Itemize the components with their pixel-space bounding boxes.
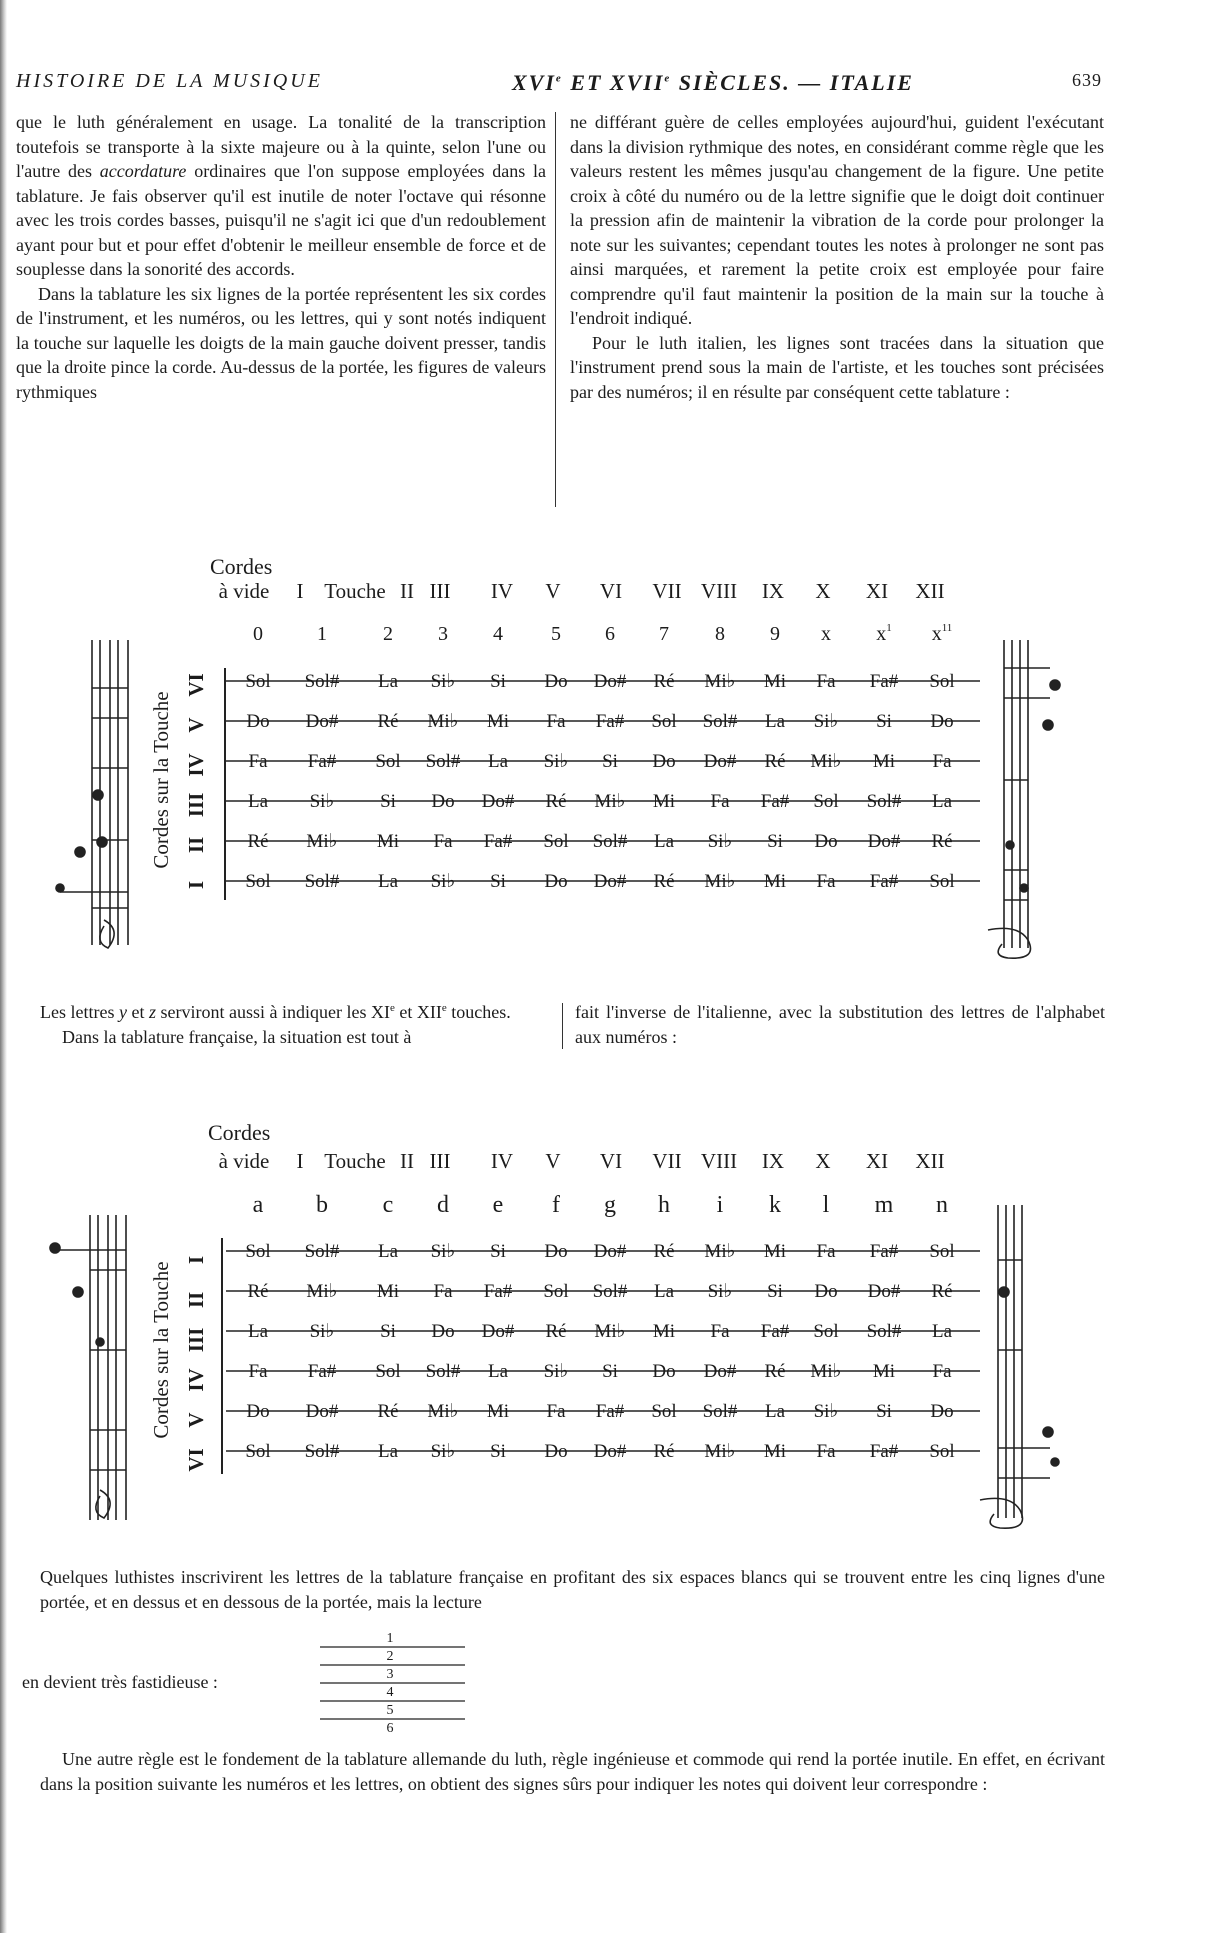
note-label: Mi	[763, 1241, 787, 1262]
note-label: Do#	[593, 1441, 627, 1462]
note-label: Do	[652, 751, 676, 772]
note-label: Mi	[872, 1361, 896, 1382]
note-label: Sol#	[304, 1241, 340, 1262]
staff-space-number: 4	[386, 1685, 394, 1700]
note-label: Sol	[245, 1441, 271, 1462]
fret-header-label: IV	[490, 579, 514, 603]
fret-header-label: XI	[865, 579, 889, 603]
note-label: Do#	[481, 1321, 515, 1342]
note-label: Mi♭	[594, 1321, 626, 1342]
note-label: Do	[930, 711, 954, 732]
fret-symbol: 0	[253, 623, 263, 645]
note-label: Do	[544, 1441, 568, 1462]
string-numeral: II	[184, 836, 208, 854]
note-label: Do#	[867, 831, 901, 852]
cordes-label-2: Cordes	[208, 1120, 271, 1145]
note-label: Ré	[545, 791, 567, 812]
note-label: Sol#	[702, 711, 738, 732]
note-label: Fa#	[595, 711, 625, 732]
note-label: Fa	[710, 791, 730, 812]
fret-header-label: VII	[652, 579, 682, 603]
note-label: Sol#	[702, 1401, 738, 1422]
note-label: Sol#	[866, 791, 902, 812]
note-label: Do	[652, 1361, 676, 1382]
note-label: La	[931, 791, 953, 812]
left-paragraph-2: Dans la tablature les six lignes de la portée représentent les six cordes de l'instrument, et les numéros, ou les lettres, qui y sont notés indiquent la touche sur laquelle les doigts de la main gauche doivent presser, tandis que la droite pince la corde. Au-dessus de la portée, les figures de valeurs rythmiques	[16, 283, 546, 402]
note-label: Ré	[653, 1441, 675, 1462]
note-label: Sol	[929, 1241, 955, 1262]
note-label: Do#	[703, 1361, 737, 1382]
string-numeral: IV	[184, 753, 208, 777]
note-label: Mi♭	[810, 751, 842, 772]
note-label: La	[764, 711, 786, 732]
fret-header-label: II	[400, 1149, 414, 1173]
note-label: Do#	[593, 671, 627, 692]
fret-header-label: IV	[490, 1149, 514, 1173]
note-label: Si	[602, 1361, 618, 1382]
note-label: Sol#	[304, 671, 340, 692]
note-label: Do	[246, 711, 270, 732]
fret-symbol: 6	[605, 623, 615, 645]
note-label: Sol	[245, 1241, 271, 1262]
note-label: Do	[544, 671, 568, 692]
note-label: Do	[930, 1401, 954, 1422]
note-label: Sol	[929, 1441, 955, 1462]
staff-space-number: 3	[386, 1667, 394, 1682]
note-label: Sol#	[304, 871, 340, 892]
note-label: Sol	[929, 671, 955, 692]
note-label: Mi♭	[427, 711, 459, 732]
french-tablature-figure	[0, 1110, 1224, 1540]
fret-symbol: x	[821, 623, 831, 645]
note-label: Mi♭	[704, 1241, 736, 1262]
note-label: La	[487, 1361, 509, 1382]
note-label: Si♭	[430, 1441, 456, 1462]
middle-right-text	[575, 1000, 1105, 1050]
note-label: Si	[876, 1401, 892, 1422]
note-label: Do	[814, 1281, 838, 1302]
note-label: Mi♭	[427, 1401, 459, 1422]
note-label: Si	[767, 831, 783, 852]
note-label: Si♭	[309, 791, 335, 812]
note-label: Sol	[651, 711, 677, 732]
note-label: Sol	[929, 871, 955, 892]
running-title: HISTOIRE DE LA MUSIQUE	[16, 70, 323, 92]
note-label: Si♭	[707, 1281, 733, 1302]
note-label: Mi♭	[306, 1281, 338, 1302]
fret-header-label: II	[400, 579, 414, 603]
note-label: La	[377, 871, 399, 892]
running-section-title: XVIe ET XVIIe SIÈCLES. — ITALIE	[512, 70, 914, 95]
middle-left-paragraph-2: Dans la tablature française, la situation est tout à	[62, 1027, 412, 1047]
string-numeral: III	[184, 792, 208, 818]
note-label: Fa#	[760, 791, 790, 812]
note-label: Do	[431, 791, 455, 812]
string-numeral: V	[184, 1412, 208, 1428]
note-label: Mi♭	[594, 791, 626, 812]
note-label: Do	[431, 1321, 455, 1342]
note-label: Si	[490, 1241, 506, 1262]
fret-header-label: VI	[599, 1149, 623, 1173]
note-label: Ré	[931, 831, 953, 852]
note-label: Mi♭	[704, 1441, 736, 1462]
fret-header-label: III	[429, 1149, 451, 1173]
note-label: Do#	[867, 1281, 901, 1302]
italian-tablature-svg	[0, 540, 1224, 970]
note-label: La	[377, 1441, 399, 1462]
note-label: Mi♭	[704, 871, 736, 892]
string-numeral: I	[184, 880, 208, 890]
note-label: La	[377, 671, 399, 692]
french-tablature-svg	[0, 1110, 1224, 1540]
note-label: Do#	[703, 751, 737, 772]
fret-header-label: XI	[865, 1149, 889, 1173]
string-numeral: IV	[184, 1368, 208, 1392]
note-label: Ré	[931, 1281, 953, 1302]
note-label: Sol#	[425, 1361, 461, 1382]
right-neck-ornament-2	[980, 1205, 1059, 1528]
note-label: Fa	[816, 671, 836, 692]
cordes-sur-la-touche-label-2: Cordes sur la Touche	[149, 1261, 173, 1439]
fret-header-label: Touche	[324, 579, 386, 603]
note-label: Sol#	[425, 751, 461, 772]
right-column	[570, 110, 1104, 404]
note-label: Do#	[481, 791, 515, 812]
middle-left-paragraph-1: Les lettres y et z serviront aussi à indiquer les XIe et XIIe touches.	[40, 1002, 511, 1022]
note-label: Si	[602, 751, 618, 772]
note-label: Sol	[651, 1401, 677, 1422]
fret-symbol: 9	[770, 623, 780, 645]
fret-header-label: III	[429, 579, 451, 603]
fret-header-label: VI	[599, 579, 623, 603]
fret-symbol: $x^{11}$	[931, 622, 953, 645]
fret-symbol: m	[874, 1192, 894, 1218]
note-label: Fa#	[760, 1321, 790, 1342]
note-label: Fa#	[869, 671, 899, 692]
note-label: Fa	[433, 1281, 453, 1302]
note-label: Sol	[245, 671, 271, 692]
fret-symbol: f	[552, 1192, 560, 1218]
middle-right-paragraph: fait l'inverse de l'italienne, avec la substitution des lettres de l'alphabet aux numéros :	[575, 1002, 1105, 1047]
note-label: Sol	[375, 1361, 401, 1382]
note-label: Fa#	[307, 1361, 337, 1382]
fret-header-label: I	[296, 1149, 304, 1173]
note-label: Fa	[932, 1361, 952, 1382]
italian-tablature-figure	[0, 540, 1224, 970]
note-label: Ré	[545, 1321, 567, 1342]
note-label: Mi	[763, 671, 787, 692]
note-label: Fa#	[869, 1241, 899, 1262]
note-label: Sol#	[592, 831, 628, 852]
note-label: Sol	[245, 871, 271, 892]
fret-symbol: n	[936, 1192, 948, 1218]
note-label: Ré	[247, 1281, 269, 1302]
note-label: Ré	[764, 751, 786, 772]
fret-symbol: k	[769, 1192, 781, 1218]
fret-symbol: 1	[317, 623, 327, 645]
staff-example-svg	[300, 1628, 490, 1748]
fret-header-label: VIII	[700, 1149, 738, 1173]
note-label: Si♭	[707, 831, 733, 852]
note-label: Si	[490, 871, 506, 892]
note-label: Si♭	[543, 1361, 569, 1382]
note-label: Si	[490, 1441, 506, 1462]
left-column	[16, 110, 546, 404]
cordes-sur-la-touche-label: Cordes sur la Touche	[149, 691, 173, 869]
note-label: Si♭	[813, 711, 839, 732]
note-label: Fa	[248, 1361, 268, 1382]
note-label: Ré	[764, 1361, 786, 1382]
fret-symbol: g	[604, 1192, 616, 1218]
note-label: Mi	[486, 1401, 510, 1422]
note-label: Fa	[433, 831, 453, 852]
note-label: Fa#	[483, 831, 513, 852]
fret-header-label: XII	[915, 579, 945, 603]
fret-header-label: XII	[915, 1149, 945, 1173]
fret-symbol: 5	[551, 623, 561, 645]
note-label: Ré	[247, 831, 269, 852]
fret-header-label: IX	[761, 579, 785, 603]
note-label: Fa#	[869, 871, 899, 892]
note-label: Fa	[932, 751, 952, 772]
note-label: Mi	[763, 871, 787, 892]
note-label: La	[247, 791, 269, 812]
fret-header-label: X	[815, 579, 831, 603]
staff-space-number: 6	[386, 1721, 394, 1736]
fret-symbol: 8	[715, 623, 725, 645]
note-label: Do	[544, 1241, 568, 1262]
fret-header-label: VIII	[700, 579, 738, 603]
staff-space-number: 1	[386, 1631, 394, 1646]
fret-symbol: 4	[493, 623, 503, 645]
note-label: Si♭	[430, 1241, 456, 1262]
fret-header-label: Touche	[324, 1149, 386, 1173]
note-label: Sol	[813, 1321, 839, 1342]
after-figure-paragraph	[40, 1565, 1105, 1614]
note-label: Ré	[653, 871, 675, 892]
right-paragraph-1: ne différant guère de celles employées aujourd'hui, guident l'exécutant dans la division rythmique des notes, en considérant comme règle que les valeurs restent les mêmes jusqu'au changement de la figure. Une petite croix à côté du numéro ou de la lettre signifie que le doigt doit continuer la pression afin de maintenir la vibration de la corde pour prolonger la note sur les suivantes; cependant toutes les notes à prolonger ne sont pas ainsi marquées, et rarement la petite croix est employée pour faire comprendre qu'il faut maintenir la position de la main sur la touche à l'endroit indiqué.	[570, 112, 1104, 328]
fret-symbol: a	[252, 1192, 264, 1218]
note-label: Fa	[248, 751, 268, 772]
fret-symbol: 2	[383, 623, 393, 645]
fret-header-label: à vide	[218, 579, 270, 603]
fret-header-label: V	[545, 1149, 561, 1173]
note-label: Mi	[872, 751, 896, 772]
fret-header-label: X	[815, 1149, 831, 1173]
string-numeral: I	[184, 1255, 208, 1265]
note-label: Si	[490, 671, 506, 692]
right-neck-ornament	[988, 640, 1060, 958]
note-label: Do#	[305, 711, 339, 732]
string-numeral: VI	[184, 1448, 208, 1472]
left-paragraph-1: que le luth généralement en usage. La tonalité de la transcription toutefois se transporte à la sixte majeure ou à la quinte, selon l'une ou l'autre des accordature ordinaires que l'on suppose employées dans la tablature. Je fais observer qu'il est inutile de noter l'octave qui résonne avec les trois cordes basses, puisqu'il ne s'agit ici que d'un redoublement ayant pour but et pour effet d'obtenir le meilleur ensemble de force et de souplesse dans la sonorité des accords.	[16, 112, 546, 279]
staff-space-number: 5	[386, 1703, 394, 1718]
note-label: Mi	[376, 1281, 400, 1302]
note-label: Si	[380, 791, 396, 812]
note-label: Do	[814, 831, 838, 852]
note-label: Si♭	[309, 1321, 335, 1342]
fret-header-label: VII	[652, 1149, 682, 1173]
column-divider	[555, 112, 556, 507]
fret-header-label: V	[545, 579, 561, 603]
fret-symbol: e	[492, 1192, 504, 1218]
note-label: Fa#	[483, 1281, 513, 1302]
string-numeral: III	[184, 1327, 208, 1353]
fret-header-label: à vide	[218, 1149, 270, 1173]
middle-left-text	[40, 1000, 545, 1050]
note-label: Do#	[593, 871, 627, 892]
note-label: Mi♭	[306, 831, 338, 852]
left-neck-ornament-2	[50, 1215, 126, 1520]
note-label: Mi	[652, 1321, 676, 1342]
note-label: Ré	[377, 1401, 399, 1422]
note-label: Mi	[486, 711, 510, 732]
final-paragraph-text: Une autre règle est le fondement de la tablature allemande du luth, règle ingénieuse et commode qui rend la portée inutile. En effet, en écrivant dans la position suivante les numéros et les lettres, on obtient des signes sûrs pour indiquer les notes qui doivent leur correspondre :	[40, 1749, 1105, 1794]
left-neck-ornament	[56, 640, 128, 948]
note-label: Ré	[377, 711, 399, 732]
fastidious-line: en devient très fastidieuse :	[22, 1672, 218, 1692]
note-label: Do#	[593, 1241, 627, 1262]
after-figure-text: Quelques luthistes inscrivirent les lettres de la tablature française en profitant des six espaces blancs qui se trouvent entre les cinq lignes d'une portée, et en dessus et en dessous de la portée, mais la lecture	[40, 1567, 1105, 1612]
note-label: Si♭	[543, 751, 569, 772]
note-label: Mi♭	[704, 671, 736, 692]
fret-symbol: c	[382, 1192, 394, 1218]
note-label: Fa	[816, 871, 836, 892]
string-numeral: II	[184, 1291, 208, 1309]
note-label: Mi♭	[810, 1361, 842, 1382]
fret-symbol: h	[658, 1192, 670, 1218]
note-label: Mi	[763, 1441, 787, 1462]
note-label: La	[247, 1321, 269, 1342]
note-label: Si	[767, 1281, 783, 1302]
note-label: Si	[380, 1321, 396, 1342]
note-label: Fa	[546, 711, 566, 732]
note-label: La	[653, 1281, 675, 1302]
string-numeral: V	[184, 717, 208, 733]
note-label: Fa#	[307, 751, 337, 772]
fret-symbol: $x^1$	[876, 622, 892, 645]
fret-symbol: d	[437, 1192, 449, 1218]
fret-symbol: 7	[659, 623, 669, 645]
staff-space-number: 2	[386, 1649, 394, 1664]
fret-symbol: 3	[438, 623, 448, 645]
note-label: Sol#	[866, 1321, 902, 1342]
note-label: Si♭	[430, 871, 456, 892]
note-label: Sol	[813, 791, 839, 812]
note-label: Mi	[376, 831, 400, 852]
note-label: Do	[544, 871, 568, 892]
note-label: Fa	[710, 1321, 730, 1342]
note-label: La	[653, 831, 675, 852]
note-label: Fa#	[595, 1401, 625, 1422]
note-label: Mi	[652, 791, 676, 812]
fret-symbol: b	[316, 1192, 328, 1218]
note-label: Fa	[546, 1401, 566, 1422]
note-label: Fa	[816, 1441, 836, 1462]
note-label: Si♭	[430, 671, 456, 692]
note-label: Fa	[816, 1241, 836, 1262]
note-label: Ré	[653, 1241, 675, 1262]
note-label: Sol#	[592, 1281, 628, 1302]
note-label: Sol	[543, 831, 569, 852]
note-label: Ré	[653, 671, 675, 692]
note-label: La	[487, 751, 509, 772]
page-number: 639	[1072, 70, 1102, 90]
fret-header-label: I	[296, 579, 304, 603]
final-paragraph	[40, 1747, 1105, 1796]
fret-header-label: IX	[761, 1149, 785, 1173]
note-label: Sol	[543, 1281, 569, 1302]
note-label: La	[764, 1401, 786, 1422]
note-label: Do#	[305, 1401, 339, 1422]
string-numeral: VI	[184, 673, 208, 697]
note-label: La	[377, 1241, 399, 1262]
right-paragraph-2: Pour le luth italien, les lignes sont tracées dans la situation que l'instrument prend sous la main de l'artiste, et les touches sont précisées par des numéros; il en résulte par conséquent cette tablature :	[570, 332, 1104, 402]
note-label: Sol#	[304, 1441, 340, 1462]
fret-symbol: l	[822, 1192, 830, 1218]
five-line-staff-example	[300, 1628, 490, 1748]
note-label: Do	[246, 1401, 270, 1422]
note-label: Si	[876, 711, 892, 732]
fret-symbol: i	[716, 1192, 724, 1218]
note-label: Si♭	[813, 1401, 839, 1422]
note-label: Sol	[375, 751, 401, 772]
note-label: La	[931, 1321, 953, 1342]
note-label: Fa#	[869, 1441, 899, 1462]
cordes-label: Cordes	[210, 554, 273, 579]
middle-column-divider	[562, 1003, 563, 1049]
